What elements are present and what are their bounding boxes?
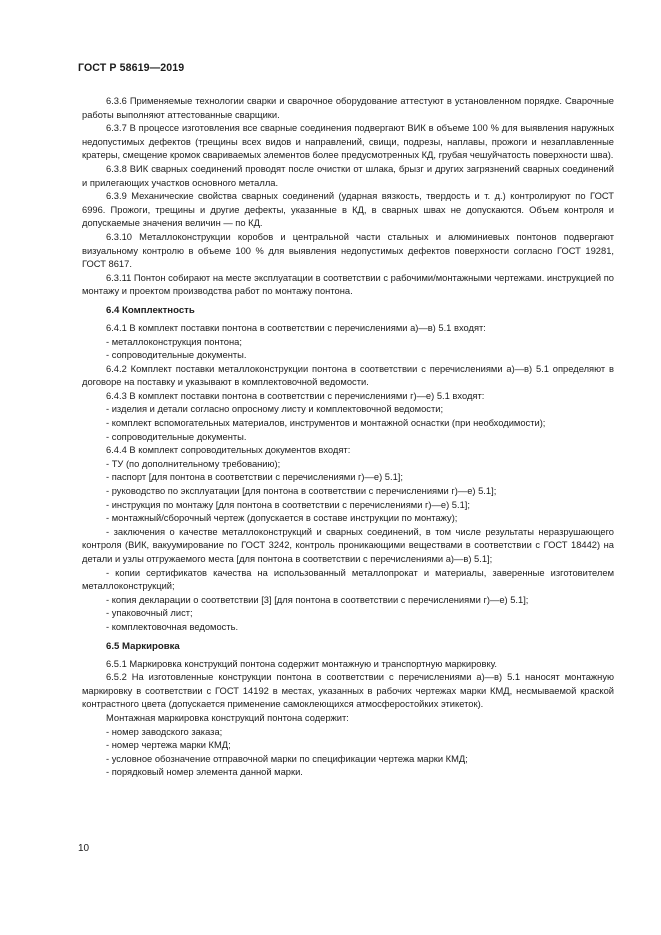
- list-item: - комплект вспомогательных материалов, инструментов и монтажной оснастки (при необходимости);: [106, 418, 546, 429]
- paragraph: 6.3.10 Металлоконструкции коробов и центральной части стальных и алюминиевых понтонов подвергают визуальному контролю в объеме 100 % для выявления недопустимых дефектов поверхности согласно ГОСТ 19281, ГОСТ 8617.: [82, 231, 614, 270]
- paragraph: 6.4.3 В комплект поставки понтона в соответствии с перечислениями г)—е) 5.1 входят:: [106, 390, 485, 401]
- list-item: - сопроводительные документы.: [106, 431, 247, 442]
- page-number: 10: [78, 843, 90, 854]
- list-item: - комплектовочная ведомость.: [106, 621, 239, 632]
- paragraph: 6.3.7 В процессе изготовления все сварные соединения подвергают ВИК в объеме 100 % для выявления наружных недопустимых дефектов (трещины всех видов и направлений, свищи, подрезы, наплавы, прожоги и незаплавленные кратеры, смещение кромок свариваемых элементов более предусмотренных КД, грубая чешуйчатость поверхности шва).: [82, 123, 614, 161]
- list-item: - копии сертификатов качества на использованный металлопрокат и материалы, заверенные изготовителем металлоконструкций;: [82, 567, 614, 592]
- paragraph: 6.4.2 Комплект поставки металлоконструкции понтона в соответствии с перечислениями а)—в) 5.1 определяют в договоре на поставку и указывают в комплектовочной ведомости.: [82, 363, 614, 388]
- paragraph: Монтажная маркировка конструкций понтона содержит:: [106, 712, 349, 723]
- list-item: - паспорт [для понтона в соответствии с перечислениями г)—е) 5.1];: [106, 472, 403, 483]
- document-code: ГОСТ Р 58619—2019: [78, 62, 185, 74]
- paragraph: 6.3.9 Механические свойства сварных соединений (ударная вязкость, твердость и т. д.) контролируют по ГОСТ 6996. Прожоги, трещины и другие дефекты, указанные в КД, в сварных швах не допускаются. Объем контроля и допускаемые значения величин — по КД.: [82, 191, 614, 229]
- document-body: [82, 95, 614, 780]
- paragraph: 6.4.4 В комплект сопроводительных документов входят:: [106, 445, 351, 456]
- section-heading: 6.5 Маркировка: [106, 640, 180, 652]
- paragraph: 6.3.6 Применяемые технологии сварки и сварочное оборудование аттестуют в установленном порядке. Сварочные работы выполняют аттестованные сварщики.: [82, 96, 614, 120]
- list-item: - упаковочный лист;: [106, 608, 193, 619]
- list-item: - монтажный/сборочный чертеж (допускается в составе инструкции по монтажу);: [106, 513, 458, 524]
- list-item: - заключения о качестве металлоконструкций и сварных соединений, в том числе результаты неразрушающего контроля (ВИК, вакуумирование по ГОСТ 3242, контроль проникающими веществами в соответствии с ГОСТ 18442) на детали и узлы отгружаемого места [для понтона в соответствии с перечислениями а)—в) 5.1];: [82, 526, 614, 564]
- list-item: - изделия и детали согласно опросному листу и комплектовочной ведомости;: [106, 404, 444, 415]
- list-item: - сопроводительные документы.: [106, 350, 247, 361]
- list-item: - металлоконструкция понтона;: [106, 336, 242, 347]
- paragraph: 6.5.2 На изготовленные конструкции понтона в соответствии с перечислениями а)—в) 5.1 наносят монтажную маркировку в соответствии с ГОСТ 14192 в местах, указанных в рабочих чертежах марки КМД, несмываемой краской контрастного цвета (допускается применение самоклеющихся атмосферостойких этикеток).: [82, 672, 614, 710]
- paragraph: 6.3.11 Понтон собирают на месте эксплуатации в соответствии с рабочими/монтажными чертежами. инструкцией по монтажу и проектом производства работ по монтажу понтона.: [82, 272, 614, 297]
- list-item: - номер заводского заказа;: [106, 726, 223, 737]
- section-heading: 6.4 Комплектность: [106, 304, 195, 316]
- list-item: - номер чертежа марки КМД;: [106, 740, 231, 751]
- paragraph: 6.3.8 ВИК сварных соединений проводят после очистки от шлака, брызг и других загрязнений сварных соединений и прилегающих участков основного металла.: [82, 163, 614, 188]
- list-item: - руководство по эксплуатации [для понтона в соответствии с перечислениями г)—е) 5.1];: [106, 486, 497, 497]
- list-item: - копия декларации о соответствии [3] [для понтона в соответствии с перечислениями г)—е) 5.1];: [106, 594, 529, 605]
- list-item: - инструкция по монтажу [для понтона в соответствии с перечислениями г)—е) 5.1];: [106, 499, 470, 510]
- list-item: - условное обозначение отправочной марки по спецификации чертежа марки КМД;: [106, 753, 468, 764]
- paragraph: 6.5.1 Маркировка конструкций понтона содержит монтажную и транспортную маркировку.: [106, 658, 497, 669]
- list-item: - ТУ (по дополнительному требованию);: [106, 458, 281, 469]
- paragraph: 6.4.1 В комплект поставки понтона в соответствии с перечислениями а)—в) 5.1 входят:: [106, 322, 486, 333]
- list-item: - порядковый номер элемента данной марки.: [106, 767, 303, 778]
